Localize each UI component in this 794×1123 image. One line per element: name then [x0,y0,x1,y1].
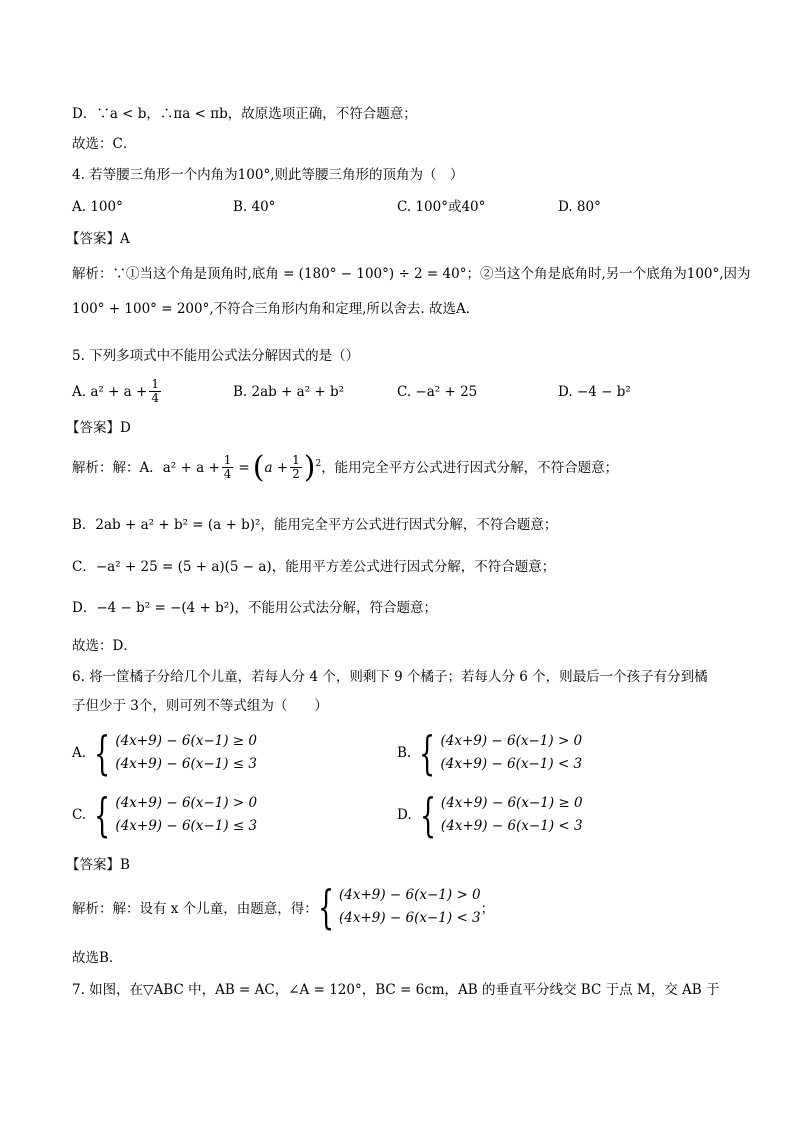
option-d: D. 80° [558,199,601,215]
answer-label: 【答案】D [66,420,131,436]
denominator: 4 [223,467,232,481]
paren-open: ( [252,449,265,485]
fraction [149,378,161,405]
explanation-line: B．2ab + a² + b² = (a + b)²，能用完全平方公式进行因式分解，不符合题意； [72,517,558,533]
question-7: 7. 如图，在▽ABC 中，AB = AC，∠A = 120°，BC = 6cm，AB 的垂直平分线交 BC 于点 M，交 AB 于 [72,982,720,998]
text-line: 故选：D． [72,638,137,654]
option-d: D. −4 − b² [558,384,631,400]
option-c: C. −a² + 25 [397,384,478,400]
math-text: a + [264,459,289,476]
explanation-line: C．−a² + 25 = (5 + a)(5 − a)，能用平方差公式进行因式分解，不符合题意； [72,559,556,575]
text-line: D．∵a < b，∴πa < πb，故原选项正确，不符合题意； [72,106,417,122]
brace: { [317,880,334,934]
inequality-system [115,730,257,776]
inequality: (4x+9) − 6(x−1) ≥ 0 [440,795,583,811]
option-label: D. [397,807,412,823]
equals-sign: = [238,459,250,476]
exponent: 2 [315,459,322,469]
option-c: C. 100°或40° [397,199,486,215]
question-6-cont: 子但少于 3个，则可列不等式组为（ ） [72,698,328,714]
answer-label: 【答案】B [66,857,130,873]
denominator: 4 [151,391,159,405]
denominator: 2 [292,467,300,481]
explanation-line: 100° + 100° = 200°,不符合三角形内角和定理,所以舍去. 故选A． [72,301,480,317]
explanation-text: ，能用完全平方公式进行因式分解，不符合题意； [321,459,619,476]
option-b [397,726,583,780]
option-text: A. a² + a + [72,383,148,400]
question-6: 6. 将一筐橘子分给几个儿童，若每人分 4 个，则剩下 9 个橘子；若每人分 6 个，则最后一个孩子有分到橘 [72,669,708,685]
inequality: (4x+9) − 6(x−1) ≤ 3 [115,756,257,772]
explanation-text: ； [480,901,495,917]
explanation-line: 解析：∵①当这个角是顶角时,底角 = (180° − 100°) ÷ 2 = 40°；②当这个角是底角时,另一个底角为100°,因为 [72,266,751,282]
option-label: C. [72,807,87,823]
brace: { [94,788,111,842]
option-b: B. 2ab + a² + b² [233,384,345,400]
option-label: A. [72,745,87,761]
numerator: 1 [223,453,232,467]
option-b: B. 40° [233,199,276,215]
inequality: (4x+9) − 6(x−1) > 0 [440,733,583,749]
inequality: (4x+9) − 6(x−1) ≥ 0 [115,733,257,749]
inequality-system [441,792,583,838]
inequality-system [441,730,583,776]
inequality: (4x+9) − 6(x−1) > 0 [115,795,258,811]
fraction [290,454,302,481]
answer-label: 【答案】A [66,231,130,247]
option-d [397,788,583,842]
option-a: A. 100° [72,199,123,215]
explanation-text: 解析：解：A．a² + a + [72,459,220,476]
inequality: (4x+9) − 6(x−1) < 3 [338,910,481,926]
brace: { [419,726,436,780]
inequality: (4x+9) − 6(x−1) ≤ 3 [115,818,258,834]
inequality-system [339,884,481,930]
numerator: 1 [292,453,300,467]
brace: { [94,726,111,780]
option-a [72,726,257,780]
inequality: (4x+9) − 6(x−1) < 3 [440,756,583,772]
question-5: 5. 下列多项式中不能用公式法分解因式的是（） [72,348,360,364]
brace: { [419,788,436,842]
option-label: B. [397,745,412,761]
text-line: 故选B． [72,950,123,966]
question-4: 4. 若等腰三角形一个内角为100°,则此等腰三角形的顶角为（ ） [72,167,464,183]
explanation-line [72,880,495,934]
inequality: (4x+9) − 6(x−1) < 3 [440,818,583,834]
option-a [72,378,163,405]
text-line: 故选：C． [72,136,137,152]
option-c [72,788,258,842]
explanation-line [72,449,619,485]
fraction [222,454,234,481]
inequality: (4x+9) − 6(x−1) > 0 [338,887,481,903]
inequality-system [115,792,257,838]
explanation-text: 解析：解：设有 x 个儿童，由题意，得： [72,901,318,917]
numerator: 1 [151,377,159,391]
explanation-line: D．−4 − b² = −(4 + b²)，不能用公式法分解，符合题意； [72,600,437,616]
paren-close: ) [303,449,316,485]
